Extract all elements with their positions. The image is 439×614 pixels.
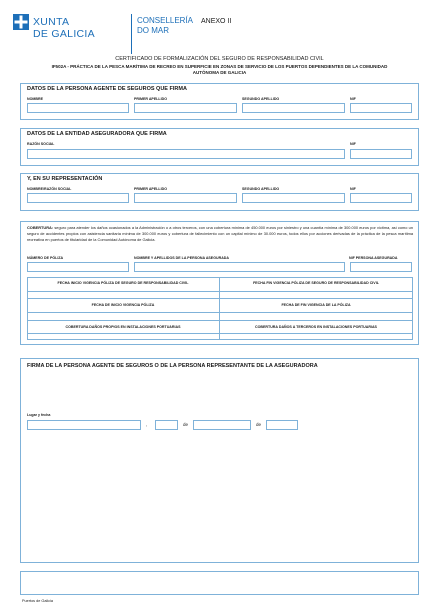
insured-nif-label: NIF PERSONA ASEGURADA <box>349 256 398 260</box>
own-damage-coverage-input[interactable] <box>28 334 218 339</box>
rep-nif-input[interactable] <box>350 193 412 203</box>
agent-surname2-input[interactable] <box>242 103 345 113</box>
insured-nif-input[interactable] <box>350 262 412 272</box>
insurer-section-title: DATOS DE LA ENTIDAD ASEGURADORA QUE FIRMA <box>27 131 167 137</box>
table-rule <box>27 298 413 299</box>
policy-number-input[interactable] <box>27 262 129 272</box>
bottom-box <box>20 571 419 595</box>
third-party-coverage-input[interactable] <box>220 334 412 339</box>
place-input[interactable] <box>27 420 141 430</box>
end-date-rc-label: FECHA FIN VIGENCIA PÓLIZA DE SEGURO DE RESPONSABILIDAD CIVIL <box>253 281 379 285</box>
insurer-business-name-label: RAZÓN SOCIAL <box>27 142 55 146</box>
coverage-table <box>27 277 413 340</box>
table-rule <box>27 320 413 321</box>
xunta-logo <box>13 14 194 54</box>
logo-department: CONSELLERÍA DO MAR <box>137 16 194 35</box>
day-input[interactable] <box>155 420 178 430</box>
agent-name-input[interactable] <box>27 103 129 113</box>
annex-label: ANEXO II <box>201 18 232 25</box>
agent-name-label: NOMBRE <box>27 97 43 101</box>
rep-surname2-input[interactable] <box>242 193 345 203</box>
coverage-text: COBERTURA: seguro para atender los daños ocasionados a la Administración o a otros terceros, con una cobertura mínima de 450.000 euros por siniestro y una cuantía mínima de 300.000 euros por víctima, así como un seguro de accidentes propios con asistencia sanitaria mínima de 300.000 euros y cobertura de fallecimiento con un capital mínimo de 30.000 euros, todos ellos por acciones derivadas de la práctica de la pesca marítima recreativa en puertos de titularidad de la Comunidad Autónoma de Galicia. <box>27 225 413 242</box>
rep-name-label: NOMBRE/RAZÓN SOCIAL <box>27 187 72 191</box>
agent-surname1-input[interactable] <box>134 103 237 113</box>
year-input[interactable] <box>266 420 298 430</box>
signature-section <box>20 358 419 563</box>
policy-start-date-input[interactable] <box>28 313 218 319</box>
representation-section-title: Y, EN SU REPRESENTACIÓN <box>27 176 103 182</box>
coverage-table-divider <box>219 277 220 340</box>
footer-text: Puertos de Galicia <box>22 599 54 603</box>
rep-nif-label: NIF <box>350 187 356 191</box>
place-date-label: Lugar y fecha <box>27 413 51 417</box>
certificate-title: CERTIFICADO DE FORMALIZACIÓN DEL SEGURO DE RESPONSABILIDAD CIVIL <box>115 56 324 62</box>
policy-end-date-label: FECHA DE FIN VIGENCIA DE LA PÓLIZA <box>281 303 351 307</box>
certificate-subtitle: IF502A - PRÁCTICA DE LA PESCA MARÍTIMA DE RECREO EN SUPERFICIE EN ZONAS DE SERVICIO DE LOS PUERTOS DEPENDIENTES DE LA COMUNIDAD AUTÓNOMA DE GALICIA <box>51 64 388 75</box>
insurer-nif-label: NIF <box>350 142 356 146</box>
xunta-cross-icon <box>13 14 29 30</box>
start-date-rc-label: FECHA INICIO VIGENCIA PÓLIZA DE SEGURO DE RESPONSABILIDAD CIVIL <box>57 281 189 285</box>
comma-separator: , <box>146 422 148 427</box>
logo-org-name: XUNTA DE GALICIA <box>33 16 95 40</box>
signature-section-title: FIRMA DE LA PERSONA AGENTE DE SEGUROS O DE LA PERSONA REPRESENTANTE DE LA ASEGURADORA <box>27 363 318 369</box>
rep-surname1-label: PRIMER APELLIDO <box>134 187 168 191</box>
insurer-business-name-input[interactable] <box>27 149 345 159</box>
insured-name-input[interactable] <box>134 262 345 272</box>
rep-name-input[interactable] <box>27 193 129 203</box>
de-separator-2: de <box>256 422 262 427</box>
policy-start-date-label: FECHA DE INICIO VIGENCIA PÓLIZA <box>91 303 155 307</box>
agent-surname1-label: PRIMER APELLIDO <box>134 97 168 101</box>
end-date-rc-input[interactable] <box>220 292 412 298</box>
rep-surname1-input[interactable] <box>134 193 237 203</box>
agent-nif-input[interactable] <box>350 103 412 113</box>
agent-nif-label: NIF <box>350 97 356 101</box>
month-input[interactable] <box>193 420 251 430</box>
agent-section-title: DATOS DE LA PERSONA AGENTE DE SEGUROS QUE FIRMA <box>27 86 187 92</box>
insurer-nif-input[interactable] <box>350 149 412 159</box>
insured-name-label: NOMBRE Y APELLIDOS DE LA PERSONA ASEGURADA <box>134 256 229 260</box>
policy-end-date-input[interactable] <box>220 313 412 319</box>
logo-divider <box>131 14 132 54</box>
start-date-rc-input[interactable] <box>28 292 218 298</box>
policy-number-label: NÚMERO DE PÓLIZA <box>27 256 64 260</box>
de-separator-1: de <box>183 422 189 427</box>
own-damage-coverage-label: COBERTURA DAÑOS PROPIOS EN INSTALACIONES PORTUARIAS <box>65 325 181 329</box>
agent-surname2-label: SEGUNDO APELLIDO <box>242 97 280 101</box>
third-party-coverage-label: COBERTURA DAÑOS A TERCEROS EN INSTALACIONES PORTUARIAS <box>255 325 377 329</box>
rep-surname2-label: SEGUNDO APELLIDO <box>242 187 280 191</box>
